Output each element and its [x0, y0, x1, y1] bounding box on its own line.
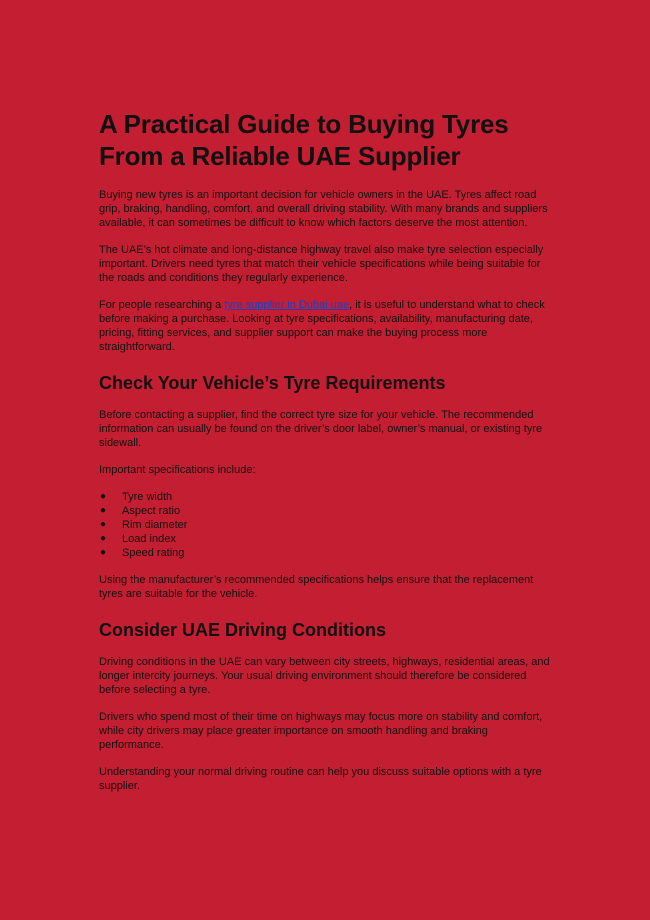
list-item: ● Speed rating [100, 547, 185, 559]
section-heading-vehicle-requirements: Check Your Vehicle’s Tyre Requirements [99, 373, 446, 393]
list-item: ● Load index [100, 533, 176, 545]
bullet-icon: ● [100, 491, 107, 502]
bullet-icon: ● [100, 533, 107, 544]
vehicle-requirements-paragraph-1: Before contacting a supplier, find the correct tyre size for your vehicle. The recommended information can usually be found on the driver’s door label, owner’s manual, or existing tyre sidewall. [99, 409, 543, 449]
list-item: ● Tyre width [100, 491, 173, 503]
vehicle-requirements-paragraph-3: Using the manufacturer’s recommended specifications helps ensure that the replacement tyres are suitable for the vehicle. [99, 574, 534, 600]
driving-conditions-paragraph-2: Drivers who spend most of their time on highways may focus more on stability and comfort, while city drivers may place greater importance on smooth handling and braking performance. [99, 711, 543, 751]
page-title: A Practical Guide to Buying Tyres From a Reliable UAE Supplier [99, 109, 509, 171]
driving-conditions-paragraph-3: Understanding your normal driving routine can help you discuss suitable options with a tyre supplier. [99, 766, 542, 792]
section-heading-driving-conditions: Consider UAE Driving Conditions [99, 620, 387, 640]
intro-paragraph-2: The UAE’s hot climate and long-distance highway travel also make tyre selection especially important. Drivers need tyres that match their vehicle specifications while being suitable for the roads and conditions they regularly experience. [99, 244, 544, 284]
research-paragraph [99, 298, 554, 354]
bullet-icon: ● [100, 505, 107, 516]
tyre-supplier-link[interactable]: tyre supplier in Dubai uae [224, 299, 350, 311]
specs-list [99, 490, 554, 560]
driving-conditions-paragraph-1: Driving conditions in the UAE can vary between city streets, highways, residential areas, and longer intercity journeys. Your usual driving environment should therefore be considered before selecting a tyre. [99, 656, 550, 696]
intro-paragraph-1: Buying new tyres is an important decision for vehicle owners in the UAE. Tyres affect road grip, braking, handling, comfort, and overall driving stability. With many brands and suppliers available, it can sometimes be difficult to know which factors deserve the most attention. [99, 189, 548, 229]
bullet-icon: ● [100, 519, 107, 530]
article-body [99, 108, 554, 806]
bullet-icon: ● [100, 547, 107, 558]
list-item: ● Rim diameter [100, 519, 188, 531]
list-item: ● Aspect ratio [100, 505, 181, 517]
research-text-before: For people researching a [99, 299, 225, 311]
specs-intro: Important specifications include: [99, 464, 256, 476]
research-text-after: , it is useful to understand what to check before making a purchase. Looking at tyre specifications, availability, manufacturing date, pricing, fitting services, and supplier support can make the buying process more straightforward. [99, 299, 545, 353]
